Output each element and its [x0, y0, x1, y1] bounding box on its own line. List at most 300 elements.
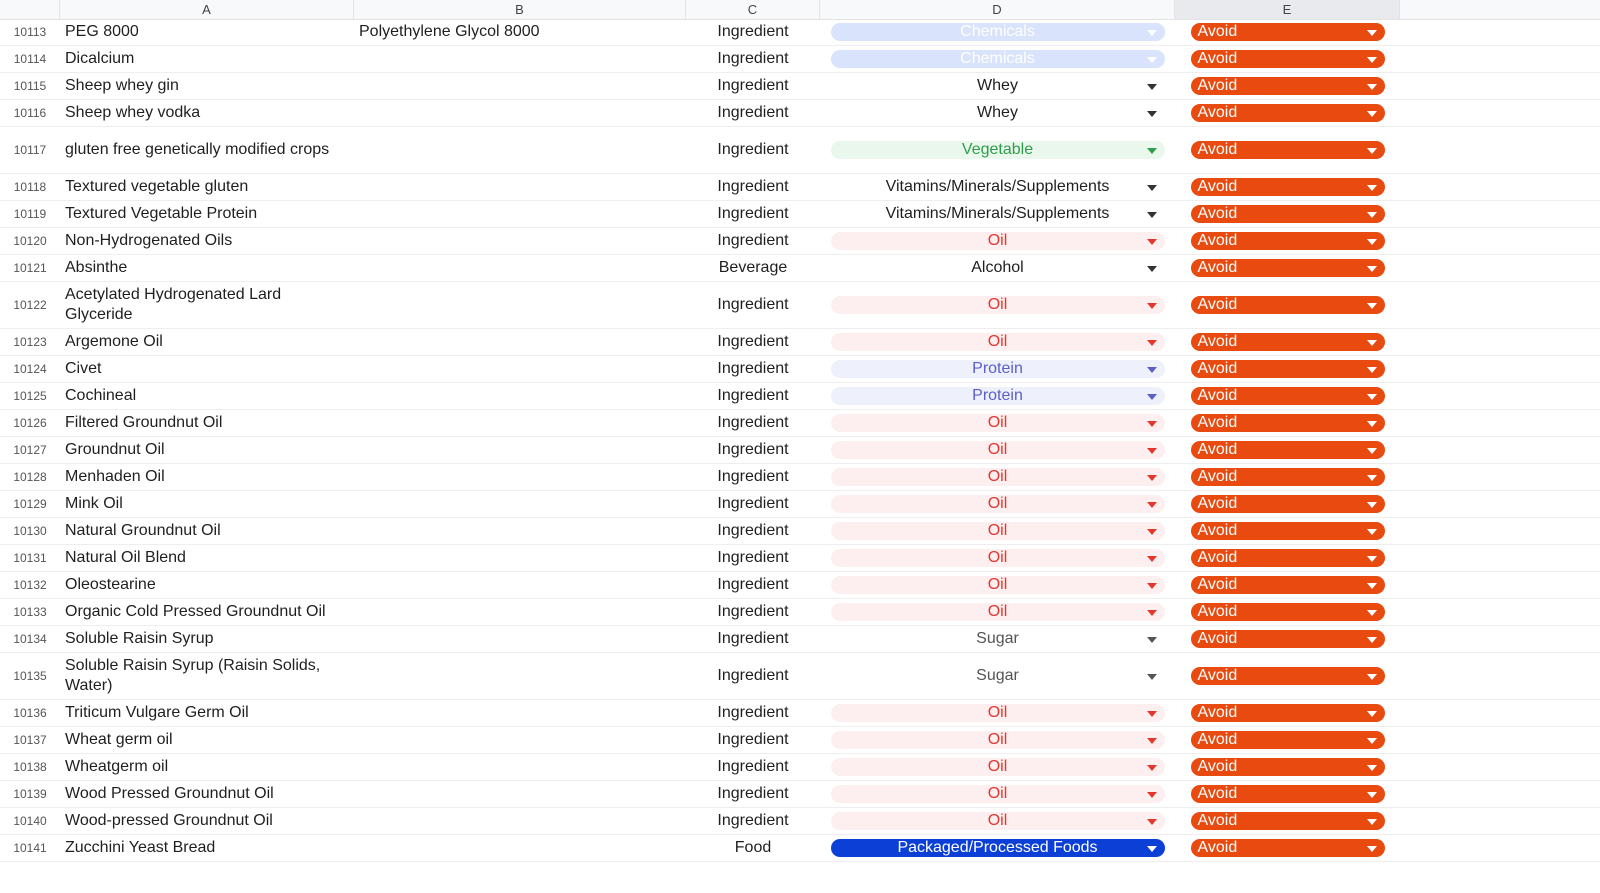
status-label: Avoid: [1197, 785, 1238, 802]
category-dropdown-chip[interactable]: [831, 495, 1165, 513]
row-number[interactable]: 10119: [13, 207, 47, 221]
triangle-down-icon[interactable]: [1367, 185, 1377, 191]
cell-type[interactable]: Ingredient: [717, 812, 789, 829]
triangle-down-icon[interactable]: [1147, 846, 1157, 852]
cell-status[interactable]: [1175, 812, 1400, 830]
status-dropdown-chip[interactable]: [1191, 23, 1385, 41]
cell-type[interactable]: Ingredient: [717, 50, 789, 67]
cell-type[interactable]: Ingredient: [717, 232, 789, 249]
status-label: Avoid: [1197, 603, 1238, 620]
cell-status[interactable]: [1175, 296, 1400, 314]
triangle-down-icon[interactable]: [1147, 266, 1157, 272]
row-number[interactable]: 10123: [13, 335, 47, 349]
category-dropdown-chip[interactable]: [831, 812, 1165, 830]
cell-type[interactable]: Food: [734, 839, 772, 856]
cell-category[interactable]: [820, 50, 1175, 68]
triangle-down-icon[interactable]: [1367, 792, 1377, 798]
triangle-down-icon[interactable]: [1147, 394, 1157, 400]
category-dropdown-chip[interactable]: [831, 104, 1165, 122]
status-dropdown-chip[interactable]: [1191, 731, 1385, 749]
cell-name[interactable]: Sheep whey vodka: [65, 104, 201, 121]
cell-name[interactable]: Dicalcium: [65, 50, 135, 67]
triangle-down-icon[interactable]: [1147, 303, 1157, 309]
cell-type[interactable]: Ingredient: [717, 630, 789, 647]
cell-name[interactable]: Mink Oil: [65, 495, 123, 512]
triangle-down-icon[interactable]: [1367, 475, 1377, 481]
cell-status[interactable]: [1175, 549, 1400, 567]
cell-status[interactable]: [1175, 667, 1400, 685]
row-number[interactable]: 10141: [13, 841, 47, 855]
cell-name[interactable]: gluten free genetically modified crops: [65, 141, 330, 158]
cell-category[interactable]: [820, 667, 1175, 685]
cell-category[interactable]: [820, 576, 1175, 594]
column-header-b[interactable]: B: [354, 0, 686, 19]
triangle-down-icon[interactable]: [1147, 792, 1157, 798]
cell-name[interactable]: Wood-pressed Groundnut Oil: [65, 812, 273, 829]
cell-name[interactable]: Menhaden Oil: [65, 468, 165, 485]
cell-status[interactable]: [1175, 441, 1400, 459]
cell-name[interactable]: Organic Cold Pressed Groundnut Oil: [65, 603, 326, 620]
cell-name[interactable]: Absinthe: [65, 259, 128, 276]
status-label: Avoid: [1197, 387, 1238, 404]
category-dropdown-chip[interactable]: [831, 50, 1165, 68]
cell-category[interactable]: [820, 630, 1175, 648]
triangle-down-icon[interactable]: [1367, 448, 1377, 454]
triangle-down-icon[interactable]: [1367, 529, 1377, 535]
row-number[interactable]: 10117: [13, 143, 47, 157]
cell-status[interactable]: [1175, 77, 1400, 95]
triangle-down-icon[interactable]: [1147, 57, 1157, 63]
row-number[interactable]: 10129: [13, 497, 47, 511]
triangle-down-icon[interactable]: [1147, 529, 1157, 535]
category-dropdown-chip[interactable]: [831, 731, 1165, 749]
triangle-down-icon[interactable]: [1147, 637, 1157, 643]
cell-type[interactable]: Ingredient: [717, 758, 789, 775]
row-number[interactable]: 10113: [13, 25, 47, 39]
status-dropdown-chip[interactable]: [1191, 77, 1385, 95]
cell-name[interactable]: Groundnut Oil: [65, 441, 165, 458]
table-row: [0, 255, 1600, 282]
cell-name[interactable]: Filtered Groundnut Oil: [65, 414, 223, 431]
cell-category[interactable]: [820, 549, 1175, 567]
column-header-d[interactable]: D: [820, 0, 1175, 19]
cell-type[interactable]: Ingredient: [717, 495, 789, 512]
table-row: [0, 653, 1600, 700]
status-dropdown-chip[interactable]: [1191, 667, 1385, 685]
select-all-corner[interactable]: [0, 0, 60, 19]
table-row: [0, 174, 1600, 201]
cell-category[interactable]: [820, 441, 1175, 459]
cell-category[interactable]: [820, 812, 1175, 830]
category-label: Oil: [987, 758, 1008, 775]
row-number[interactable]: 10120: [13, 234, 47, 248]
cell-name[interactable]: Textured vegetable gluten: [65, 178, 249, 195]
category-label: Oil: [987, 296, 1008, 313]
row-number[interactable]: 10133: [13, 605, 47, 619]
triangle-down-icon[interactable]: [1147, 148, 1157, 154]
triangle-down-icon[interactable]: [1367, 303, 1377, 309]
status-dropdown-chip[interactable]: [1191, 104, 1385, 122]
category-dropdown-chip[interactable]: [831, 414, 1165, 432]
row-number[interactable]: 10134: [13, 632, 47, 646]
cell-type[interactable]: Ingredient: [717, 360, 789, 377]
triangle-down-icon[interactable]: [1147, 111, 1157, 117]
cell-category[interactable]: [820, 205, 1175, 223]
row-number[interactable]: 10130: [13, 524, 47, 538]
table-row: [0, 518, 1600, 545]
row-number[interactable]: 10128: [13, 470, 47, 484]
table-row: [0, 100, 1600, 127]
row-number[interactable]: 10116: [13, 106, 47, 120]
row-number[interactable]: 10127: [13, 443, 47, 457]
cell-name[interactable]: Civet: [65, 360, 102, 377]
row-number[interactable]: 10124: [13, 362, 47, 376]
cell-type[interactable]: Ingredient: [717, 141, 789, 158]
triangle-down-icon[interactable]: [1367, 556, 1377, 562]
cell-category[interactable]: [820, 704, 1175, 722]
triangle-down-icon[interactable]: [1367, 738, 1377, 744]
cell-status[interactable]: [1175, 333, 1400, 351]
category-dropdown-chip[interactable]: [831, 522, 1165, 540]
cell-category[interactable]: [820, 522, 1175, 540]
cell-category[interactable]: [820, 758, 1175, 776]
row-number[interactable]: 10136: [13, 706, 47, 720]
row-number[interactable]: 10126: [13, 416, 47, 430]
triangle-down-icon[interactable]: [1147, 674, 1157, 680]
cell-category[interactable]: [820, 232, 1175, 250]
status-dropdown-chip[interactable]: [1191, 414, 1385, 432]
status-dropdown-chip[interactable]: [1191, 812, 1385, 830]
status-dropdown-chip[interactable]: [1191, 360, 1385, 378]
category-dropdown-chip[interactable]: [831, 333, 1165, 351]
row-number[interactable]: 10140: [13, 814, 47, 828]
status-dropdown-chip[interactable]: [1191, 495, 1385, 513]
cell-status[interactable]: [1175, 259, 1400, 277]
triangle-down-icon[interactable]: [1367, 674, 1377, 680]
triangle-down-icon[interactable]: [1147, 367, 1157, 373]
triangle-down-icon[interactable]: [1147, 610, 1157, 616]
row-number[interactable]: 10118: [13, 180, 47, 194]
category-label: Oil: [987, 704, 1008, 721]
status-dropdown-chip[interactable]: [1191, 704, 1385, 722]
category-dropdown-chip[interactable]: [831, 758, 1165, 776]
category-dropdown-chip[interactable]: [831, 259, 1165, 277]
status-dropdown-chip[interactable]: [1191, 522, 1385, 540]
status-label: Avoid: [1197, 630, 1238, 647]
status-dropdown-chip[interactable]: [1191, 178, 1385, 196]
column-header-e[interactable]: E: [1175, 0, 1400, 19]
triangle-down-icon[interactable]: [1367, 212, 1377, 218]
triangle-down-icon[interactable]: [1367, 30, 1377, 36]
row-number[interactable]: 10135: [13, 669, 47, 683]
cell-category[interactable]: [820, 414, 1175, 432]
category-label: Vitamins/Minerals/Supplements: [885, 205, 1110, 222]
triangle-down-icon[interactable]: [1367, 111, 1377, 117]
category-dropdown-chip[interactable]: [831, 549, 1165, 567]
cell-category[interactable]: [820, 360, 1175, 378]
triangle-down-icon[interactable]: [1367, 637, 1377, 643]
status-label: Avoid: [1197, 23, 1238, 40]
status-dropdown-chip[interactable]: [1191, 259, 1385, 277]
row-number[interactable]: 10137: [13, 733, 47, 747]
cell-name[interactable]: Cochineal: [65, 387, 137, 404]
cell-category[interactable]: [820, 296, 1175, 314]
category-label: Oil: [987, 495, 1008, 512]
table-row: [0, 808, 1600, 835]
cell-category[interactable]: [820, 23, 1175, 41]
row-number[interactable]: 10115: [13, 79, 47, 93]
status-label: Avoid: [1197, 704, 1238, 721]
status-dropdown-chip[interactable]: [1191, 576, 1385, 594]
cell-status[interactable]: [1175, 468, 1400, 486]
cell-category[interactable]: [820, 839, 1175, 857]
cell-status[interactable]: [1175, 360, 1400, 378]
cell-category[interactable]: [820, 77, 1175, 95]
cell-category[interactable]: [820, 259, 1175, 277]
cell-type[interactable]: Ingredient: [717, 333, 789, 350]
row-number[interactable]: 10138: [13, 760, 47, 774]
triangle-down-icon[interactable]: [1147, 30, 1157, 36]
category-dropdown-chip[interactable]: [831, 576, 1165, 594]
cell-name[interactable]: Zucchini Yeast Bread: [65, 839, 216, 856]
cell-status[interactable]: [1175, 576, 1400, 594]
triangle-down-icon[interactable]: [1147, 340, 1157, 346]
column-header-c[interactable]: C: [686, 0, 820, 19]
triangle-down-icon[interactable]: [1367, 266, 1377, 272]
triangle-down-icon[interactable]: [1367, 84, 1377, 90]
category-dropdown-chip[interactable]: [831, 205, 1165, 223]
cell-type[interactable]: Ingredient: [717, 104, 789, 121]
cell-name[interactable]: Acetylated Hydrogenated Lard Glyceride: [65, 286, 282, 323]
triangle-down-icon[interactable]: [1147, 556, 1157, 562]
cell-status[interactable]: [1175, 414, 1400, 432]
cell-type[interactable]: Ingredient: [717, 576, 789, 593]
cell-name[interactable]: Natural Groundnut Oil: [65, 522, 221, 539]
status-dropdown-chip[interactable]: [1191, 603, 1385, 621]
triangle-down-icon[interactable]: [1147, 448, 1157, 454]
triangle-down-icon[interactable]: [1147, 765, 1157, 771]
cell-description[interactable]: Polyethylene Glycol 8000: [359, 23, 540, 40]
triangle-down-icon[interactable]: [1367, 819, 1377, 825]
status-dropdown-chip[interactable]: [1191, 785, 1385, 803]
category-dropdown-chip[interactable]: [831, 441, 1165, 459]
category-dropdown-chip[interactable]: [831, 603, 1165, 621]
status-dropdown-chip[interactable]: [1191, 387, 1385, 405]
cell-category[interactable]: [820, 333, 1175, 351]
triangle-down-icon[interactable]: [1367, 610, 1377, 616]
category-label: Chemicals: [960, 50, 1035, 67]
row-number[interactable]: 10125: [13, 389, 47, 403]
status-dropdown-chip[interactable]: [1191, 441, 1385, 459]
cell-category[interactable]: [820, 495, 1175, 513]
cell-status[interactable]: [1175, 495, 1400, 513]
category-label: Sugar: [976, 667, 1019, 684]
status-label: Avoid: [1197, 205, 1238, 222]
cell-type[interactable]: Ingredient: [717, 77, 789, 94]
triangle-down-icon[interactable]: [1367, 340, 1377, 346]
triangle-down-icon[interactable]: [1147, 711, 1157, 717]
cell-name[interactable]: Oleostearine: [65, 576, 156, 593]
cell-status[interactable]: [1175, 839, 1400, 857]
category-dropdown-chip[interactable]: [831, 77, 1165, 95]
cell-type[interactable]: Ingredient: [717, 785, 789, 802]
cell-name[interactable]: Non-Hydrogenated Oils: [65, 232, 233, 249]
row-number[interactable]: 10121: [13, 261, 47, 275]
cell-status[interactable]: [1175, 232, 1400, 250]
cell-status[interactable]: [1175, 387, 1400, 405]
cell-type[interactable]: Ingredient: [717, 731, 789, 748]
cell-type[interactable]: Ingredient: [717, 667, 789, 684]
cell-name[interactable]: Soluble Raisin Syrup (Raisin Solids, Water): [65, 657, 321, 694]
cell-category[interactable]: [820, 603, 1175, 621]
triangle-down-icon[interactable]: [1367, 421, 1377, 427]
cell-status[interactable]: [1175, 205, 1400, 223]
status-dropdown-chip[interactable]: [1191, 468, 1385, 486]
triangle-down-icon[interactable]: [1147, 819, 1157, 825]
status-dropdown-chip[interactable]: [1191, 141, 1385, 159]
cell-category[interactable]: [820, 141, 1175, 159]
cell-category[interactable]: [820, 468, 1175, 486]
status-dropdown-chip[interactable]: [1191, 205, 1385, 223]
triangle-down-icon[interactable]: [1147, 239, 1157, 245]
row-number[interactable]: 10131: [13, 551, 47, 565]
table-row: [0, 545, 1600, 572]
status-label: Avoid: [1197, 468, 1238, 485]
cell-type[interactable]: Ingredient: [717, 178, 789, 195]
cell-status[interactable]: [1175, 731, 1400, 749]
status-dropdown-chip[interactable]: [1191, 50, 1385, 68]
table-row: [0, 73, 1600, 100]
cell-status[interactable]: [1175, 603, 1400, 621]
status-dropdown-chip[interactable]: [1191, 758, 1385, 776]
cell-status[interactable]: [1175, 50, 1400, 68]
category-dropdown-chip[interactable]: [831, 141, 1165, 159]
cell-type[interactable]: Ingredient: [717, 468, 789, 485]
status-label: Avoid: [1197, 522, 1238, 539]
status-dropdown-chip[interactable]: [1191, 333, 1385, 351]
triangle-down-icon[interactable]: [1367, 148, 1377, 154]
cell-status[interactable]: [1175, 141, 1400, 159]
triangle-down-icon[interactable]: [1147, 421, 1157, 427]
row-number[interactable]: 10132: [13, 578, 47, 592]
category-dropdown-chip[interactable]: [831, 630, 1165, 648]
cell-name[interactable]: Natural Oil Blend: [65, 549, 186, 566]
category-dropdown-chip[interactable]: [831, 387, 1165, 405]
category-dropdown-chip[interactable]: [831, 296, 1165, 314]
triangle-down-icon[interactable]: [1367, 394, 1377, 400]
cell-name[interactable]: Soluble Raisin Syrup: [65, 630, 214, 647]
cell-status[interactable]: [1175, 704, 1400, 722]
cell-name[interactable]: Triticum Vulgare Germ Oil: [65, 704, 249, 721]
row-number[interactable]: 10114: [13, 52, 47, 66]
category-dropdown-chip[interactable]: [831, 839, 1165, 857]
category-dropdown-chip[interactable]: [831, 785, 1165, 803]
cell-type[interactable]: Ingredient: [717, 23, 789, 40]
table-row: [0, 626, 1600, 653]
triangle-down-icon[interactable]: [1147, 84, 1157, 90]
cell-status[interactable]: [1175, 522, 1400, 540]
triangle-down-icon[interactable]: [1147, 185, 1157, 191]
cell-name[interactable]: Argemone Oil: [65, 333, 163, 350]
table-row: [0, 201, 1600, 228]
triangle-down-icon[interactable]: [1367, 846, 1377, 852]
category-dropdown-chip[interactable]: [831, 178, 1165, 196]
cell-name[interactable]: Sheep whey gin: [65, 77, 179, 94]
cell-type[interactable]: Ingredient: [717, 522, 789, 539]
triangle-down-icon[interactable]: [1147, 502, 1157, 508]
status-dropdown-chip[interactable]: [1191, 296, 1385, 314]
category-dropdown-chip[interactable]: [831, 23, 1165, 41]
cell-status[interactable]: [1175, 178, 1400, 196]
category-label: Alcohol: [971, 259, 1024, 276]
cell-status[interactable]: [1175, 630, 1400, 648]
cell-name[interactable]: Wheat germ oil: [65, 731, 173, 748]
triangle-down-icon[interactable]: [1367, 367, 1377, 373]
triangle-down-icon[interactable]: [1147, 738, 1157, 744]
cell-status[interactable]: [1175, 785, 1400, 803]
category-dropdown-chip[interactable]: [831, 468, 1165, 486]
category-dropdown-chip[interactable]: [831, 360, 1165, 378]
cell-type[interactable]: Ingredient: [717, 704, 789, 721]
triangle-down-icon[interactable]: [1367, 57, 1377, 63]
status-dropdown-chip[interactable]: [1191, 839, 1385, 857]
cell-type[interactable]: Ingredient: [717, 414, 789, 431]
column-header-a[interactable]: A: [60, 0, 354, 19]
cell-type[interactable]: Ingredient: [717, 296, 789, 313]
category-dropdown-chip[interactable]: [831, 704, 1165, 722]
triangle-down-icon[interactable]: [1367, 711, 1377, 717]
cell-type[interactable]: Ingredient: [717, 549, 789, 566]
category-dropdown-chip[interactable]: [831, 232, 1165, 250]
cell-status[interactable]: [1175, 23, 1400, 41]
status-label: Avoid: [1197, 414, 1238, 431]
triangle-down-icon[interactable]: [1367, 502, 1377, 508]
cell-category[interactable]: [820, 731, 1175, 749]
category-label: Oil: [987, 468, 1008, 485]
cell-type[interactable]: Ingredient: [717, 441, 789, 458]
row-number[interactable]: 10122: [13, 298, 47, 312]
triangle-down-icon[interactable]: [1147, 212, 1157, 218]
cell-category[interactable]: [820, 104, 1175, 122]
cell-type[interactable]: Beverage: [718, 259, 788, 276]
status-dropdown-chip[interactable]: [1191, 549, 1385, 567]
triangle-down-icon[interactable]: [1367, 583, 1377, 589]
category-dropdown-chip[interactable]: [831, 667, 1165, 685]
cell-name[interactable]: Wheatgerm oil: [65, 758, 169, 775]
triangle-down-icon[interactable]: [1367, 239, 1377, 245]
status-dropdown-chip[interactable]: [1191, 232, 1385, 250]
category-label: Whey: [977, 104, 1018, 121]
cell-type[interactable]: Ingredient: [717, 603, 789, 620]
cell-name[interactable]: PEG 8000: [65, 23, 139, 40]
triangle-down-icon[interactable]: [1147, 475, 1157, 481]
row-number[interactable]: 10139: [13, 787, 47, 801]
status-dropdown-chip[interactable]: [1191, 630, 1385, 648]
cell-status[interactable]: [1175, 758, 1400, 776]
cell-name[interactable]: Wood Pressed Groundnut Oil: [65, 785, 274, 802]
category-label: Oil: [987, 333, 1008, 350]
cell-category[interactable]: [820, 387, 1175, 405]
triangle-down-icon[interactable]: [1147, 583, 1157, 589]
cell-category[interactable]: [820, 178, 1175, 196]
cell-type[interactable]: Ingredient: [717, 205, 789, 222]
cell-name[interactable]: Textured Vegetable Protein: [65, 205, 258, 222]
column-header-empty: [1400, 0, 1600, 19]
cell-category[interactable]: [820, 785, 1175, 803]
triangle-down-icon[interactable]: [1367, 765, 1377, 771]
cell-type[interactable]: Ingredient: [717, 387, 789, 404]
cell-status[interactable]: [1175, 104, 1400, 122]
